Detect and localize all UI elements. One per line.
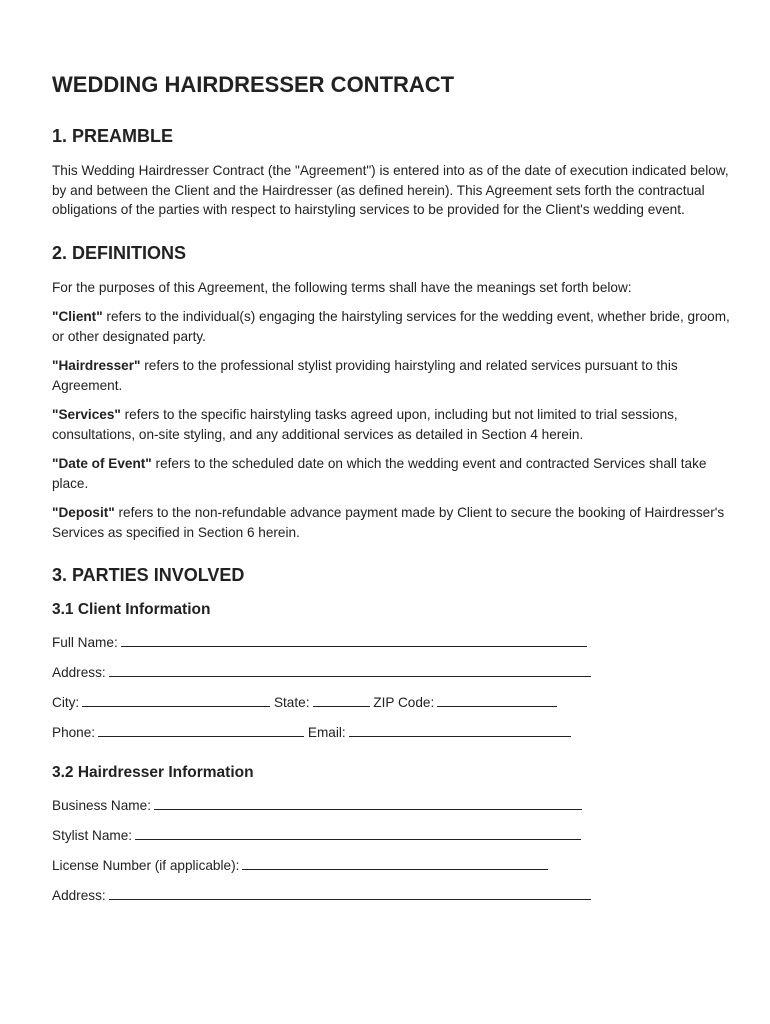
license-number-row	[52, 855, 730, 876]
definitions-section	[52, 242, 730, 543]
parties-heading: 3. PARTIES INVOLVED	[52, 565, 245, 585]
definition-term: "Date of Event"	[52, 456, 152, 471]
definition-text: refers to the individual(s) engaging the hairstyling services for the wedding event, whether bride, groom, or other designated party.	[52, 309, 730, 344]
field-label: License Number (if applicable):	[52, 857, 240, 873]
client-address-field[interactable]	[109, 662, 591, 677]
client-zip-field[interactable]	[437, 692, 557, 707]
definition-date-of-event	[52, 454, 730, 493]
client-email-field[interactable]	[349, 722, 571, 737]
definition-text: refers to the professional stylist providing hairstyling and related services pursuant to this Agreement.	[52, 358, 678, 393]
definition-term: "Services"	[52, 407, 121, 422]
client-info-subsection	[52, 600, 730, 743]
definition-text: refers to the scheduled date on which the wedding event and contracted Services shall take place.	[52, 456, 707, 491]
hairdresser-info-subsection	[52, 763, 730, 906]
client-city-state-zip-row	[52, 692, 730, 713]
field-label: Business Name:	[52, 797, 151, 813]
client-address-row	[52, 662, 730, 683]
license-number-field[interactable]	[242, 855, 548, 870]
client-state-field[interactable]	[313, 692, 370, 707]
client-info-heading: 3.1 Client Information	[52, 601, 211, 618]
hairdresser-address-row	[52, 885, 730, 906]
field-label: Phone:	[52, 725, 96, 740]
preamble-section	[52, 125, 730, 220]
definition-term: "Deposit"	[52, 505, 115, 520]
definition-text: refers to the specific hairstyling tasks agreed upon, including but not limited to trial sessions, consultations, on-site styling, and any additional services as detailed in Section 4 herein.	[52, 407, 678, 442]
parties-section	[52, 564, 730, 905]
hairdresser-info-heading: 3.2 Hairdresser Information	[52, 763, 254, 781]
stylist-name-row	[52, 825, 730, 846]
field-label: Email:	[307, 725, 346, 740]
field-label: ZIP Code:	[373, 695, 435, 710]
hairdresser-address-field[interactable]	[109, 885, 591, 900]
client-phone-email-row	[52, 722, 730, 743]
field-label: City:	[52, 695, 80, 710]
definition-term: "Client"	[52, 309, 103, 324]
definition-client	[52, 307, 730, 346]
stylist-name-field[interactable]	[135, 825, 581, 840]
client-phone-field[interactable]	[98, 722, 304, 737]
client-full-name-field[interactable]	[121, 632, 587, 647]
definition-text: refers to the non-refundable advance payment made by Client to secure the booking of Hairdresser's Services as specified in Section 6 herein.	[52, 505, 725, 540]
field-label: Stylist Name:	[52, 827, 133, 843]
definitions-intro: For the purposes of this Agreement, the following terms shall have the meanings set forth below:	[52, 279, 632, 295]
business-name-row	[52, 795, 730, 816]
field-label: State:	[273, 695, 310, 710]
business-name-field[interactable]	[154, 795, 582, 810]
field-label: Address:	[52, 887, 106, 903]
definition-deposit	[52, 503, 730, 542]
preamble-heading: 1. PREAMBLE	[52, 126, 174, 146]
client-city-field[interactable]	[82, 692, 270, 707]
definition-term: "Hairdresser"	[52, 358, 141, 373]
definitions-heading: 2. DEFINITIONS	[52, 242, 187, 263]
field-label: Full Name:	[52, 635, 118, 650]
preamble-text: This Wedding Hairdresser Contract (the "Agreement") is entered into as of the date of execution indicated below, by and between the Client and the Hairdresser (as defined herein). This Agreement sets forth the contractual obligations of the parties with respect to hairstyling services to be provided for the Client's wedding event.	[52, 163, 729, 217]
field-label: Address:	[52, 665, 106, 680]
document-title: WEDDING HAIRDRESSER CONTRACT	[52, 72, 455, 97]
client-full-name-row	[52, 632, 730, 653]
definition-services	[52, 405, 730, 444]
definition-hairdresser	[52, 356, 730, 395]
